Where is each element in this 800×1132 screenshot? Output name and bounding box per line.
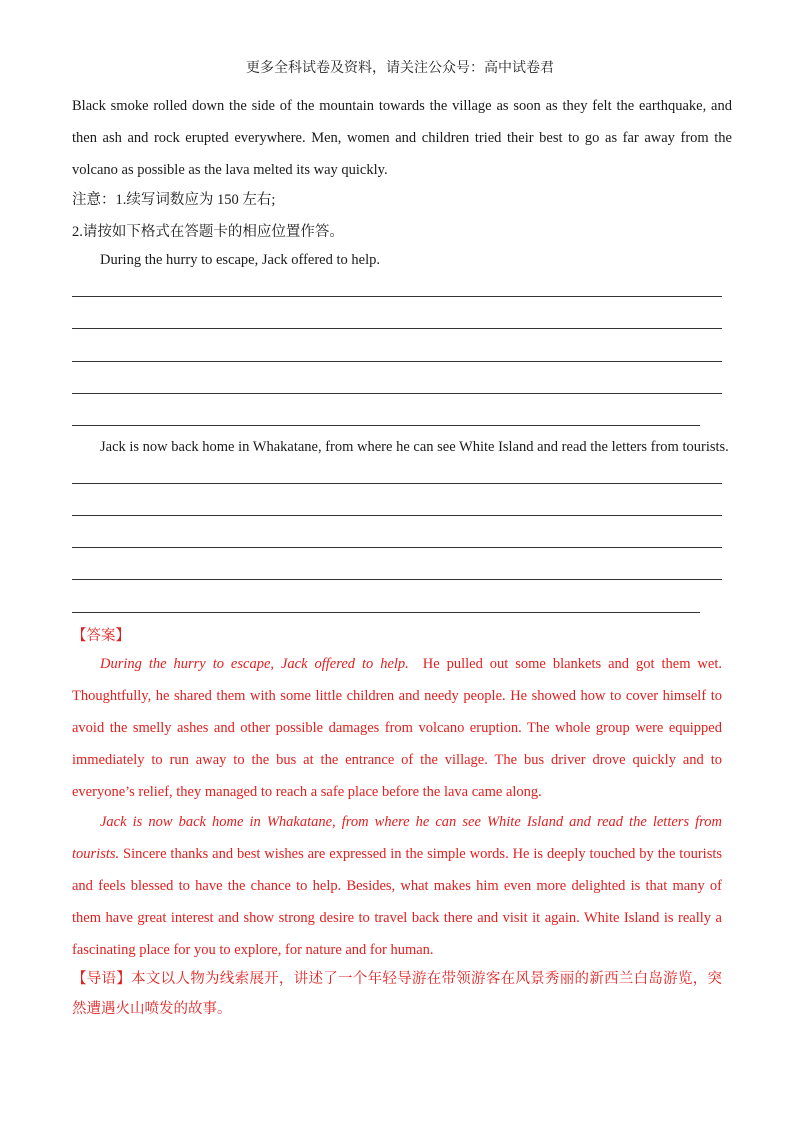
answer-line <box>72 579 722 580</box>
continuation-prompt-1: During the hurry to escape, Jack offered to help. <box>100 252 380 268</box>
answer-line <box>72 393 722 394</box>
answer-paragraph-1-lead: During the hurry to escape, Jack offered to help. <box>100 656 409 672</box>
continuation-prompt-2: Jack is now back home in Whakatane, from where he can see White Island and read the letters from tourists. <box>100 439 729 455</box>
answer-line <box>72 328 722 329</box>
answer-line <box>72 515 722 516</box>
answer-paragraph-1-body: He pulled out some blankets and got them wet. Thoughtfully, he shared them with some little children and needy people. He showed how to cover himself to avoid the smelly ashes and other possible damages from volcano eruption. The whole group were equipped immediately to run away to the bus at the entrance of the village. The bus driver drove quickly and to everyone’s relief, they managed to reach a safe place before the lava came along. <box>72 656 722 800</box>
answer-label: 【答案】 <box>72 628 130 644</box>
answer-paragraph-1 <box>72 648 722 808</box>
note-word-count: 注意：1.续写词数应为 150 左右; <box>72 192 276 208</box>
answer-line <box>72 547 722 548</box>
guide-paragraph <box>72 964 722 1024</box>
answer-line <box>72 296 722 297</box>
answer-paragraph-2-lead: Jack is now back home in Whakatane, from where he can see White Island and read the letters from tourists. <box>72 814 722 862</box>
note-format: 2.请按如下格式在答题卡的相应位置作答。 <box>72 224 344 240</box>
answer-line <box>72 425 700 426</box>
guide-text: 本文以人物为线索展开，讲述了一个年轻导游在带领游客在风景秀丽的新西兰白岛游览，突然遭遇火山喷发的故事。 <box>72 971 723 1017</box>
answer-paragraph-2-body: Sincere thanks and best wishes are expressed in the simple words. He is deeply touched by the tourists and feels blessed to have the chance to help. Besides, what makes him even more delighted is that many of them have great interest and show strong desire to travel back there and visit it again. White Island is really a fascinating place for you to explore, for nature and for human. <box>72 846 723 958</box>
answer-line <box>72 612 700 613</box>
answer-paragraph-2 <box>72 806 722 966</box>
answer-line <box>72 483 722 484</box>
intro-paragraph: Black smoke rolled down the side of the mountain towards the village as soon as they felt the earthquake, and then ash and rock erupted everywhere. Men, women and children tried their best to go as far away from the volcano as possible as the lava melted its way quickly. <box>72 98 732 178</box>
page-header: 更多全科试卷及资料，请关注公众号：高中试卷君 <box>246 61 554 76</box>
answer-line <box>72 361 722 362</box>
guide-label: 【导语】 <box>72 971 132 987</box>
